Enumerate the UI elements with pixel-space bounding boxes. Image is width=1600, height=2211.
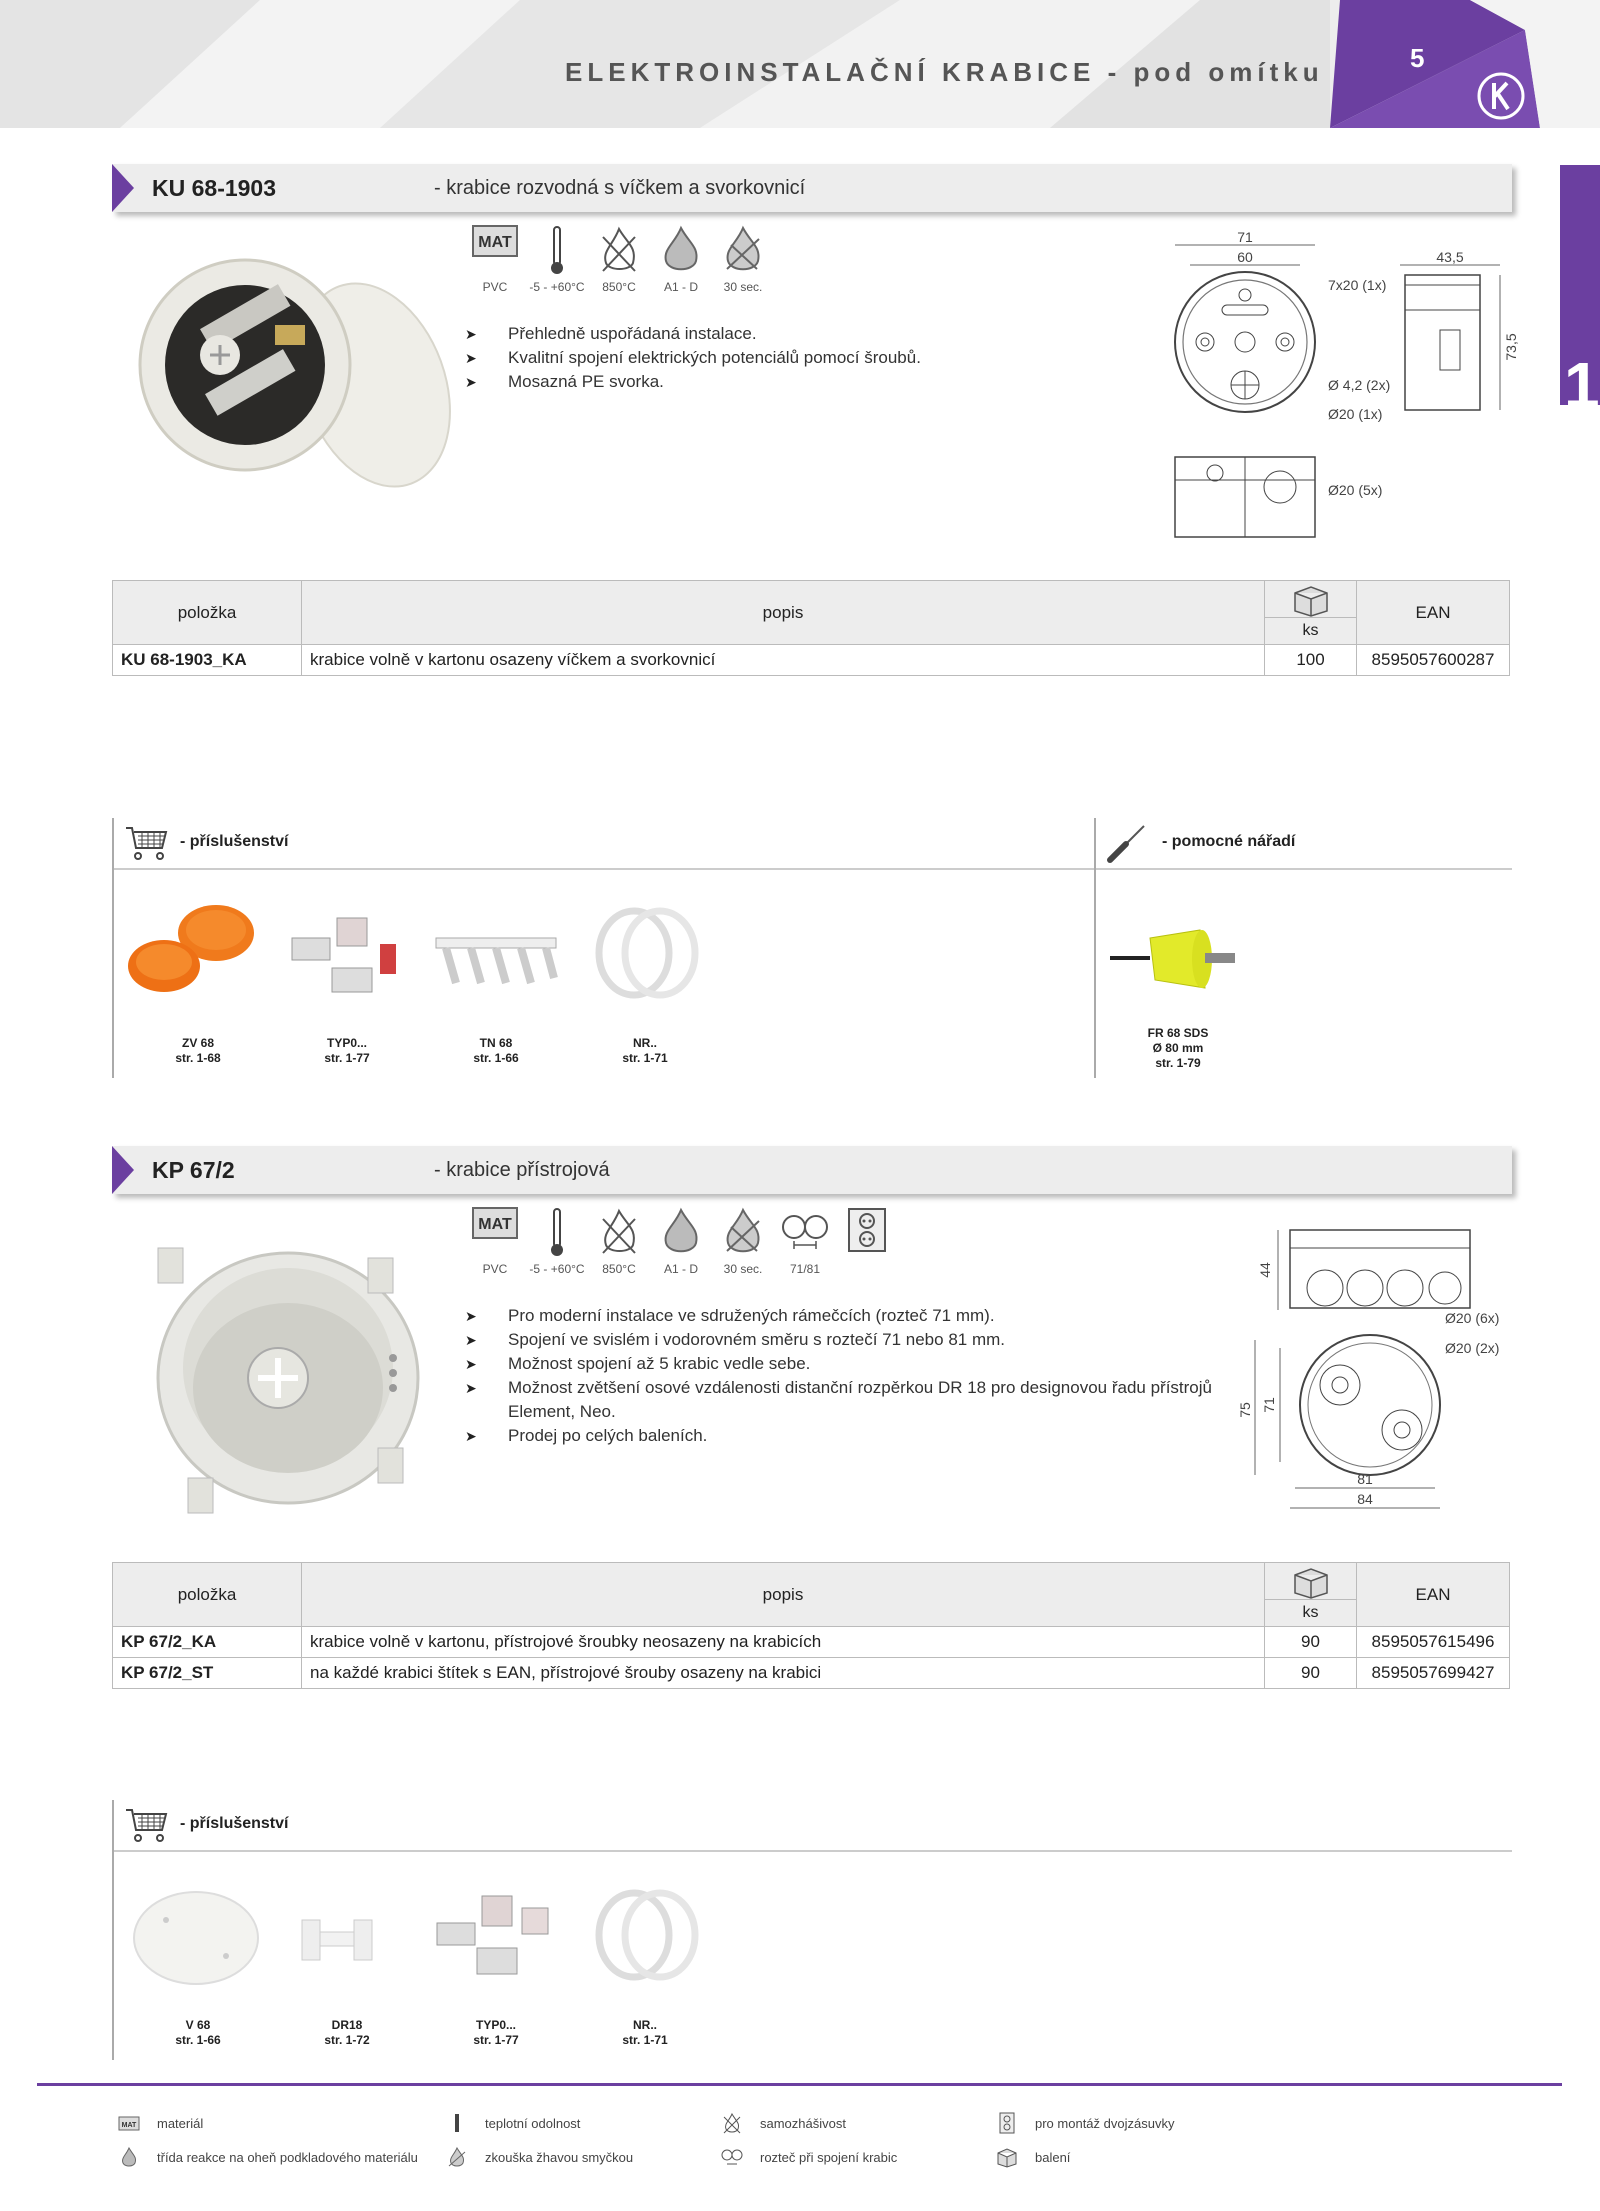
icon-label: 71/81 [789, 1262, 821, 1276]
table-row [113, 645, 1510, 676]
cart-icon [124, 824, 168, 867]
item-ean: 8595057615496 [1357, 1627, 1510, 1658]
accessory-image-dr18 [292, 1910, 392, 1975]
accessories-title: - příslušenství [180, 1815, 289, 1832]
legend-item [720, 2146, 744, 2173]
accessory-page: str. 1-66 [473, 1051, 519, 1065]
dim-label: Ø 4,2 (2x) [1328, 377, 1391, 393]
screwdriver-icon [1104, 822, 1148, 871]
accessory-item[interactable] [128, 2018, 268, 2048]
pcs-label: ks [1302, 1604, 1319, 1621]
product-image-kp67 [128, 1228, 438, 1533]
column-header-description: popis [302, 581, 1265, 645]
dim-label: 71 [1237, 229, 1253, 245]
cart-icon [124, 1806, 168, 1849]
item-code: KU 68-1903_KA [113, 645, 302, 676]
accessory-page: str. 1-71 [622, 2033, 668, 2047]
accessory-image-typ0 [432, 1888, 562, 1993]
accessory-name: V 68 [185, 2018, 211, 2032]
dim-label: 43,5 [1436, 249, 1464, 265]
legend-item [995, 2146, 1019, 2173]
accessory-item[interactable] [426, 2018, 566, 2048]
legend-label: zkouška žhavou smyčkou [485, 2150, 634, 2165]
accessory-page: str. 1-77 [324, 1051, 370, 1065]
icon-label: 850°C [602, 1262, 636, 1276]
tool-page: str. 1-79 [1155, 1056, 1201, 1070]
product-header-kp67 [112, 1146, 1512, 1194]
legend-item [117, 2112, 141, 2139]
accessory-name: DR18 [331, 2018, 363, 2032]
icon-label: 850°C [602, 280, 636, 294]
box-icon [1265, 1563, 1356, 1600]
accessory-name: NR.. [633, 1036, 657, 1050]
feature-item: ➤ Možnost zvětšení osové vzdálenosti distanční rozpěrkou DR 18 pro designovou řadu přístrojů Element, Neo. [463, 1376, 1213, 1424]
item-pcs: 100 [1265, 645, 1357, 676]
icon-label: A1 - D [663, 1262, 698, 1276]
page-number: 5 [1410, 43, 1425, 73]
item-description: krabice volně v kartonu, přístrojové šroubky neosazeny na krabicích [302, 1627, 1265, 1658]
property-icons [465, 1207, 905, 1282]
item-description: krabice volně v kartonu osazeny víčkem a svorkovnicí [302, 645, 1265, 676]
dim-label: 84 [1357, 1491, 1373, 1507]
item-pcs: 90 [1265, 1627, 1357, 1658]
accessory-name: NR.. [633, 2018, 657, 2032]
accessory-page: str. 1-71 [622, 1051, 668, 1065]
item-code: KP 67/2_KA [113, 1627, 302, 1658]
spacing-icon [775, 1207, 835, 1282]
technical-drawing-kp67 [1237, 1220, 1520, 1525]
accessory-image-v68 [126, 1888, 266, 1993]
svg-text:MAT: MAT [478, 234, 512, 251]
dim-label: 60 [1237, 249, 1253, 265]
dim-label: 7x20 (1x) [1328, 277, 1387, 293]
accessories-title: - příslušenství [180, 833, 289, 850]
feature-item: ➤ Prodej po celých baleních. [463, 1424, 1213, 1448]
accessory-image-zv68 [124, 898, 264, 1013]
thermometer-icon [445, 2112, 469, 2134]
feature-item: ➤ Mosazná PE svorka. [463, 370, 1223, 394]
tool-image-fr68 [1110, 908, 1250, 1013]
column-header-ean: EAN [1357, 1563, 1510, 1627]
self-extinguishing-icon [589, 1207, 649, 1282]
svg-text:MAT: MAT [478, 1216, 512, 1233]
accessory-page: str. 1-66 [175, 2033, 221, 2047]
item-pcs: 90 [1265, 1658, 1357, 1689]
product-description: - krabice přístrojová [434, 1159, 610, 1181]
item-code: KP 67/2_ST [113, 1658, 302, 1689]
column-header-ean: EAN [1357, 581, 1510, 645]
legend-label: teplotní odolnost [485, 2116, 581, 2131]
technical-drawing-ku68 [1160, 225, 1520, 550]
table-header-row [113, 581, 1510, 645]
accessory-item[interactable] [128, 1036, 268, 1066]
accessory-image-nr [584, 1885, 714, 1990]
double-socket-icon [837, 1207, 897, 1282]
legend-label: samozhášivost [760, 2116, 846, 2131]
icon-label: -5 - +60°C [529, 280, 585, 294]
legend-item [445, 2146, 469, 2173]
flame-icon [651, 225, 711, 300]
brand-logo [1475, 70, 1527, 127]
item-ean: 8595057600287 [1357, 645, 1510, 676]
feature-list [463, 322, 1223, 394]
icon-label: PVC [482, 280, 508, 294]
icon-label: -5 - +60°C [529, 1262, 585, 1276]
tool-name: FR 68 SDS [1147, 1026, 1209, 1040]
column-header-description: popis [302, 1563, 1265, 1627]
accessory-page: str. 1-72 [324, 2033, 370, 2047]
icon-label: PVC [482, 1262, 508, 1276]
legend-item [995, 2112, 1019, 2139]
tool-size: Ø 80 mm [1152, 1041, 1204, 1055]
icon-label: 30 sec. [723, 1262, 763, 1276]
legend-label: rozteč při spojení krabic [760, 2150, 898, 2165]
box-icon [995, 2146, 1019, 2168]
feature-item: ➤ Kvalitní spojení elektrických potenciálů pomocí šroubů. [463, 346, 1223, 370]
tools-title: - pomocné nářadí [1162, 833, 1296, 850]
glow-wire-icon [713, 1207, 773, 1282]
accessory-item[interactable] [426, 1036, 566, 1066]
accessory-name: TN 68 [479, 1036, 513, 1050]
glow-wire-icon [445, 2146, 469, 2168]
accessory-page: str. 1-77 [473, 2033, 519, 2047]
dim-label: 81 [1357, 1471, 1373, 1487]
accessory-item[interactable] [277, 2018, 417, 2048]
legend-item [117, 2146, 141, 2173]
box-icon [1265, 581, 1356, 618]
feature-item: ➤ Pro moderní instalace ve sdružených rámečcích (rozteč 71 mm). [463, 1304, 1213, 1328]
dim-label: 73,5 [1503, 333, 1519, 361]
legend-label: balení [1035, 2150, 1071, 2165]
accessory-page: str. 1-68 [175, 1051, 221, 1065]
dim-label: Ø20 (2x) [1445, 1340, 1500, 1356]
self-extinguishing-icon [720, 2112, 744, 2134]
mat-icon [465, 1207, 525, 1282]
double-socket-icon [995, 2112, 1019, 2134]
legend-label: materiál [157, 2116, 204, 2131]
product-code: KU 68-1903 [152, 175, 277, 201]
chapter-tab [1560, 165, 1600, 421]
accessory-item[interactable] [575, 2018, 715, 2048]
pcs-label: ks [1302, 622, 1319, 639]
column-header-pcs [1265, 1563, 1357, 1627]
dim-label: Ø20 (1x) [1328, 406, 1383, 422]
accessory-name: TYP0... [326, 1036, 367, 1050]
thermometer-icon [527, 1207, 587, 1282]
feature-item: ➤ Možnost spojení až 5 krabic vedle sebe. [463, 1352, 1213, 1376]
column-header-item: položka [113, 581, 302, 645]
self-extinguishing-icon [589, 225, 649, 300]
dim-label: 44 [1257, 1262, 1273, 1278]
property-icons [465, 225, 885, 300]
dim-label: 71 [1261, 1397, 1277, 1413]
mat-icon [117, 2112, 141, 2134]
accessory-name: ZV 68 [181, 1036, 214, 1050]
product-code: KP 67/2 [152, 1157, 235, 1183]
triangle-marker-icon [112, 164, 134, 212]
table-row [113, 1627, 1510, 1658]
product-table-kp67 [112, 1562, 1510, 1689]
column-header-pcs [1265, 581, 1357, 645]
accessories-panel [112, 818, 1096, 1078]
feature-item: ➤ Přehledně uspořádaná instalace. [463, 322, 1223, 346]
table-header-row [113, 1563, 1510, 1627]
legend-label: pro montáž dvojzásuvky [1035, 2116, 1175, 2131]
accessory-item[interactable] [575, 1036, 715, 1066]
column-header-item: položka [113, 1563, 302, 1627]
product-table-ku68 [112, 580, 1510, 676]
product-header-ku68 [112, 164, 1512, 212]
tools-panel [1094, 818, 1512, 1078]
legend-item [445, 2112, 469, 2139]
item-description: na každé krabici štítek s EAN, přístrojové šrouby osazeny na krabici [302, 1658, 1265, 1689]
chapter-number: 1 [1564, 349, 1600, 421]
dim-label: Ø20 (5x) [1328, 482, 1383, 498]
spacing-icon [720, 2146, 744, 2168]
accessory-item[interactable] [277, 1036, 417, 1066]
accessory-name: TYP0... [475, 2018, 516, 2032]
triangle-marker-icon [112, 1146, 134, 1194]
divider [1096, 868, 1512, 870]
product-image-ku68 [125, 245, 465, 500]
divider [114, 1850, 1512, 1852]
thermometer-icon [527, 225, 587, 300]
divider [114, 868, 1096, 870]
table-row [113, 1658, 1510, 1689]
icon-label: 30 sec. [723, 280, 763, 294]
footer-divider [37, 2083, 1562, 2086]
flame-icon [117, 2146, 141, 2168]
dim-label: Ø20 (6x) [1445, 1310, 1500, 1326]
legend-label: třída reakce na oheň podkladového materiálu [157, 2150, 418, 2165]
dim-label: 75 [1237, 1402, 1253, 1418]
legend-item [720, 2112, 744, 2139]
glow-wire-icon [713, 225, 773, 300]
accessory-image-tn68 [426, 918, 566, 1003]
tool-item[interactable] [1108, 1026, 1248, 1071]
mat-icon [465, 225, 525, 300]
product-description: - krabice rozvodná s víčkem a svorkovnicí [434, 177, 806, 199]
item-ean: 8595057699427 [1357, 1658, 1510, 1689]
accessories-panel [112, 1800, 1512, 2060]
svg-text:MAT: MAT [121, 2122, 137, 2129]
feature-item: ➤ Spojení ve svislém i vodorovném směru s roztečí 71 nebo 81 mm. [463, 1328, 1213, 1352]
flame-icon [651, 1207, 711, 1282]
icon-label: A1 - D [663, 280, 698, 294]
accessory-image-nr [584, 903, 714, 1008]
page-title: ELEKTROINSTALAČNÍ KRABICE - pod omítku [565, 57, 1324, 87]
feature-list [463, 1304, 1213, 1448]
accessory-image-typ0 [282, 908, 412, 1013]
